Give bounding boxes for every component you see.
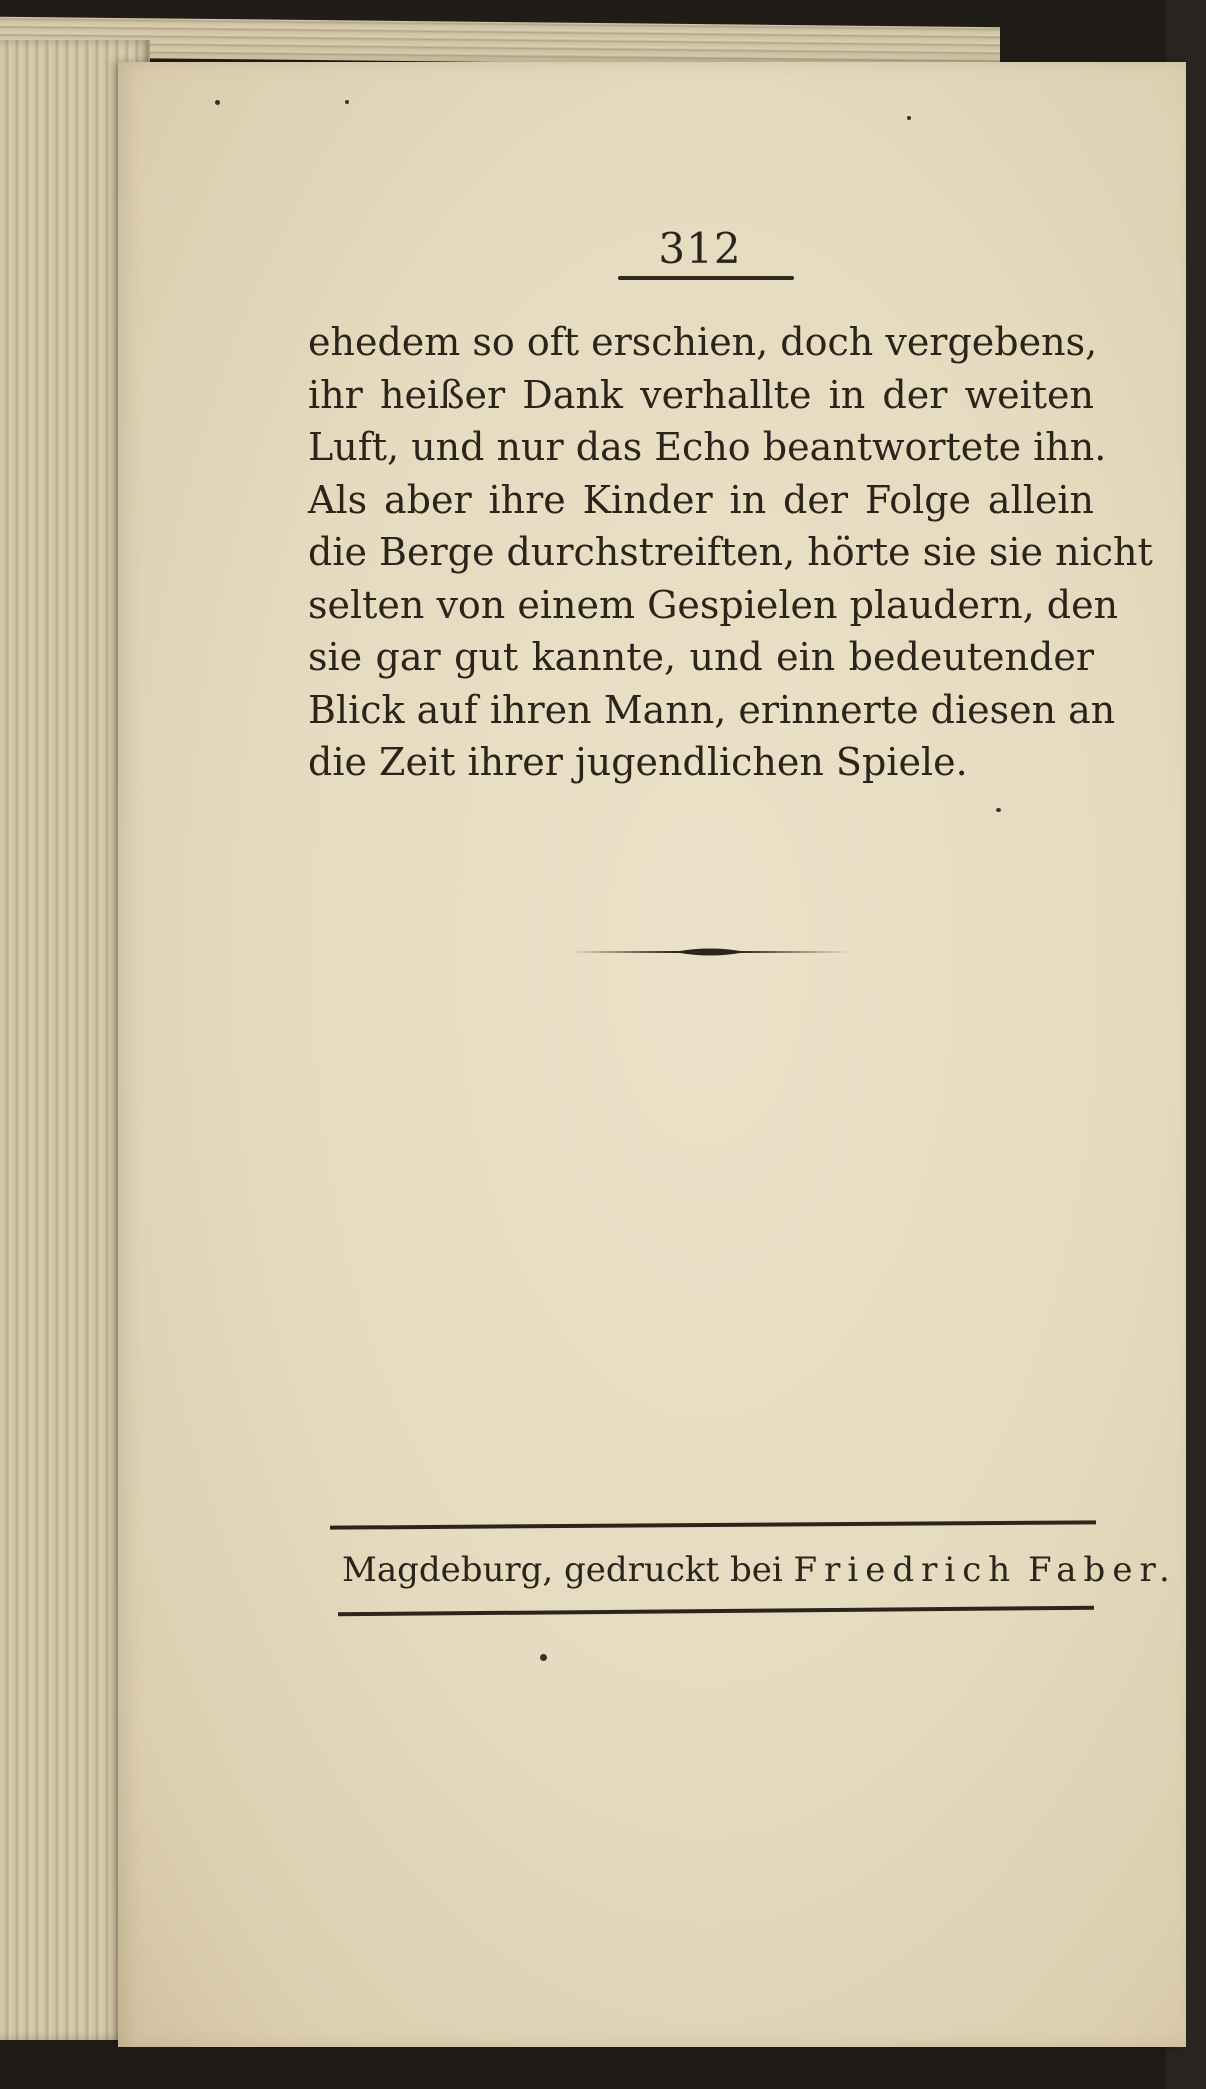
body-text — [308, 316, 1153, 789]
text-line: die Zeit ihrer jugendlichen Spiele. — [308, 740, 968, 784]
text-line: ehedem so oft erschien, doch vergebens, — [308, 320, 1098, 364]
colophon — [342, 1542, 1177, 1598]
end-ornament-rule — [570, 946, 850, 958]
ink-speck — [540, 1654, 547, 1661]
stacked-page-edges-top — [0, 17, 1000, 67]
text-line: Als aber ihre Kinder in der Folge allein — [308, 477, 1094, 522]
ink-speck — [996, 808, 1001, 812]
text-line: selten von einem Gespielen plaudern, den — [308, 582, 1119, 627]
page-number: 312 — [658, 224, 742, 273]
ink-speck — [345, 100, 349, 104]
colophon-prefix: Magdeburg, gedruckt bei — [342, 1550, 794, 1590]
text-line: Blick auf ihren Mann, erinnerte diesen an — [308, 687, 1116, 732]
text-line: ihr heißer Dank verhallte in der weiten — [308, 372, 1094, 417]
ink-speck — [215, 100, 220, 105]
text-line: die Berge durchstreiften, hörte sie sie nicht — [308, 530, 1153, 574]
printer-first-name: Friedrich — [793, 1550, 1018, 1590]
text-line: sie gar gut kannte, und ein bedeutender — [308, 635, 1094, 679]
header-rule — [618, 276, 794, 280]
printer-last-name: Faber. — [1028, 1550, 1177, 1590]
text-line: Luft, und nur das Echo beantwortete ihn. — [308, 425, 1107, 469]
ink-speck — [907, 116, 911, 120]
